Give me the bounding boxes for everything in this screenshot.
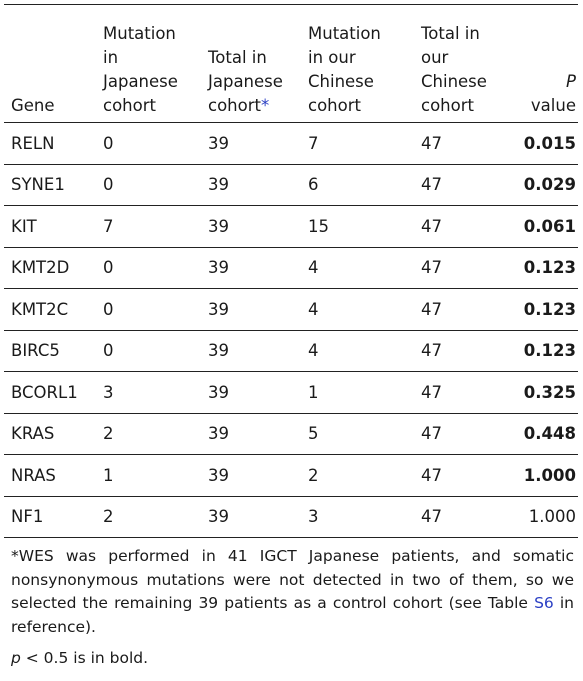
bold-significance-note: p < 0.5 is in bold. bbox=[11, 649, 149, 667]
total-chinese-cell: 47 bbox=[421, 299, 442, 319]
gene-cell: NF1 bbox=[11, 507, 44, 527]
mutation-chinese-cell: 4 bbox=[308, 299, 319, 319]
header-total-chinese: Total in our Chinese cohort bbox=[421, 24, 487, 115]
mutation-chinese-cell: 4 bbox=[308, 258, 319, 278]
gene-cell: BCORL1 bbox=[11, 382, 78, 402]
gene-cell: BIRC5 bbox=[11, 341, 60, 361]
p-value-cell: 0.029 bbox=[523, 175, 576, 195]
mutation-japanese-cell: 0 bbox=[103, 299, 114, 319]
gene-cell: KMT2D bbox=[11, 258, 70, 278]
mutation-japanese-cell: 0 bbox=[103, 175, 114, 195]
total-chinese-cell: 47 bbox=[421, 424, 442, 444]
table-row bbox=[4, 372, 578, 414]
total-japanese-cell: 39 bbox=[208, 216, 229, 236]
p-value-cell: 1.000 bbox=[523, 465, 576, 485]
total-chinese-cell: 47 bbox=[421, 507, 442, 527]
mutation-japanese-cell: 2 bbox=[103, 424, 114, 444]
total-japanese-cell: 39 bbox=[208, 424, 229, 444]
footnote-marker-link[interactable]: * bbox=[260, 96, 270, 115]
total-japanese-cell: 39 bbox=[208, 175, 229, 195]
mutation-chinese-cell: 1 bbox=[308, 382, 319, 402]
p-value-cell: 0.015 bbox=[523, 133, 576, 153]
p-value-cell: 1.000 bbox=[528, 507, 576, 527]
mutation-chinese-cell: 3 bbox=[308, 507, 319, 527]
table-row bbox=[4, 413, 578, 455]
p-value-cell: 0.061 bbox=[523, 216, 576, 236]
p-value-cell: 0.123 bbox=[523, 299, 576, 319]
mutation-comparison-table bbox=[4, 4, 578, 538]
header-total-japanese: Total in Japanese cohort* bbox=[208, 48, 283, 115]
gene-cell: NRAS bbox=[11, 465, 56, 485]
gene-cell: KRAS bbox=[11, 424, 55, 444]
table-row bbox=[4, 123, 578, 165]
header-gene: Gene bbox=[11, 96, 55, 115]
total-chinese-cell: 47 bbox=[421, 258, 442, 278]
table-row bbox=[4, 247, 578, 289]
table-row bbox=[4, 455, 578, 497]
mutation-japanese-cell: 1 bbox=[103, 465, 114, 485]
total-japanese-cell: 39 bbox=[208, 341, 229, 361]
mutation-chinese-cell: 5 bbox=[308, 424, 319, 444]
gene-cell: SYNE1 bbox=[11, 175, 65, 195]
mutation-chinese-cell: 4 bbox=[308, 341, 319, 361]
table-footnote: *WES was performed in 41 IGCT Japanese patients, and somatic nonsynonymous mutations were not detected in two of them, so we selected the remaining 39 patients as a control cohort (see Table S6 in reference). bbox=[11, 547, 574, 636]
total-japanese-cell: 39 bbox=[208, 258, 229, 278]
mutation-japanese-cell: 7 bbox=[103, 216, 114, 236]
total-chinese-cell: 47 bbox=[421, 382, 442, 402]
total-japanese-cell: 39 bbox=[208, 507, 229, 527]
mutation-chinese-cell: 2 bbox=[308, 465, 319, 485]
mutation-japanese-cell: 0 bbox=[103, 341, 114, 361]
mutation-japanese-cell: 0 bbox=[103, 133, 114, 153]
p-value-cell: 0.325 bbox=[523, 382, 576, 402]
total-japanese-cell: 39 bbox=[208, 299, 229, 319]
table-header bbox=[4, 5, 578, 123]
header-mutation-japanese: Mutation in Japanese cohort bbox=[103, 24, 178, 115]
total-japanese-cell: 39 bbox=[208, 382, 229, 402]
mutation-chinese-cell: 6 bbox=[308, 175, 319, 195]
mutation-chinese-cell: 15 bbox=[308, 216, 329, 236]
gene-cell: KMT2C bbox=[11, 299, 69, 319]
p-value-cell: 0.123 bbox=[523, 258, 576, 278]
p-value-cell: 0.123 bbox=[523, 341, 576, 361]
header-mutation-chinese: Mutation in our Chinese cohort bbox=[308, 24, 381, 115]
table-row bbox=[4, 330, 578, 372]
table-row bbox=[4, 496, 578, 538]
mutation-japanese-cell: 0 bbox=[103, 258, 114, 278]
table-row bbox=[4, 164, 578, 206]
supplementary-table-link[interactable]: S6 bbox=[534, 594, 554, 612]
header-p-value: P value bbox=[530, 72, 576, 115]
header-row bbox=[4, 5, 578, 123]
mutation-japanese-cell: 2 bbox=[103, 507, 114, 527]
mutation-japanese-cell: 3 bbox=[103, 382, 114, 402]
mutation-chinese-cell: 7 bbox=[308, 133, 319, 153]
table-row bbox=[4, 289, 578, 331]
total-chinese-cell: 47 bbox=[421, 465, 442, 485]
p-value-cell: 0.448 bbox=[523, 424, 576, 444]
total-chinese-cell: 47 bbox=[421, 216, 442, 236]
gene-cell: RELN bbox=[11, 133, 55, 153]
total-chinese-cell: 47 bbox=[421, 175, 442, 195]
total-japanese-cell: 39 bbox=[208, 133, 229, 153]
table-row bbox=[4, 206, 578, 248]
total-chinese-cell: 47 bbox=[421, 133, 442, 153]
total-japanese-cell: 39 bbox=[208, 465, 229, 485]
total-chinese-cell: 47 bbox=[421, 341, 442, 361]
table-body bbox=[4, 123, 578, 538]
gene-cell: KIT bbox=[11, 216, 37, 236]
